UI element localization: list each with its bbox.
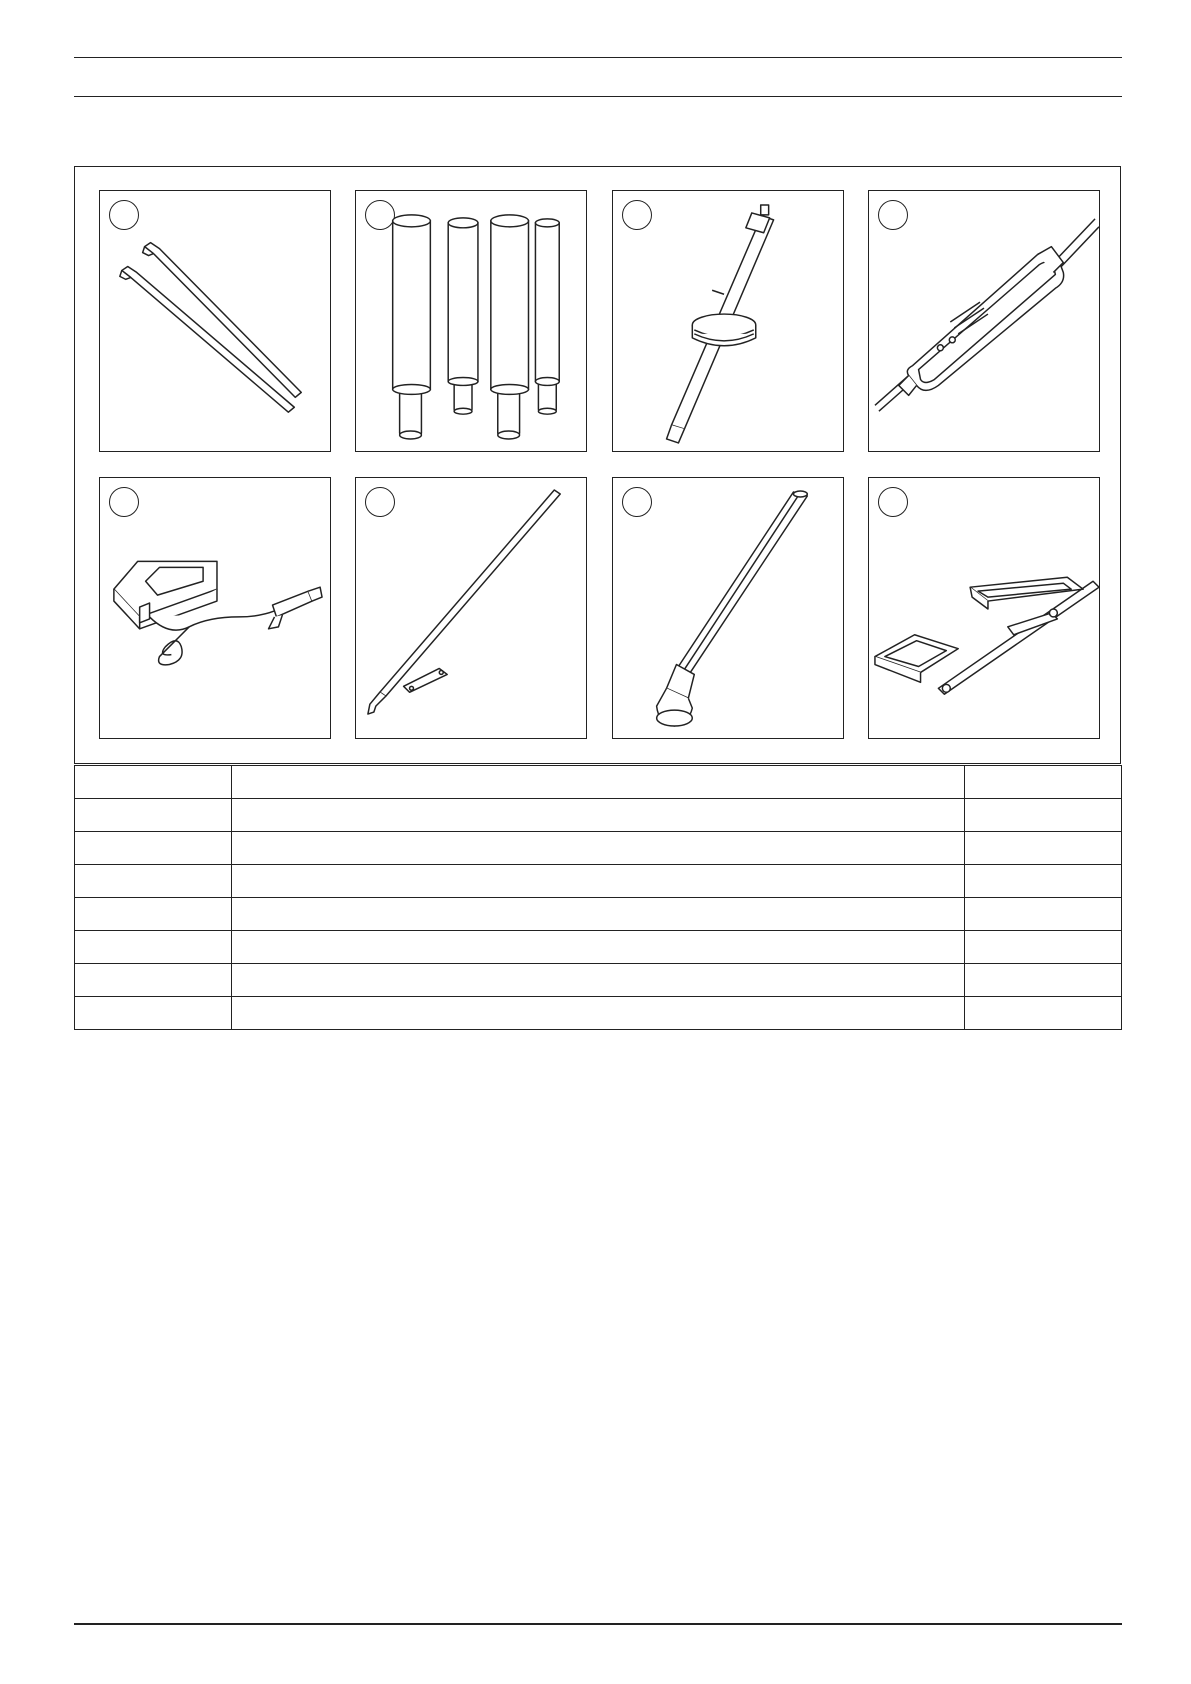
tool-tile-1 xyxy=(99,190,331,452)
table-row xyxy=(75,832,1122,865)
support-frame-icon xyxy=(869,478,1099,738)
part-number-cell xyxy=(75,997,232,1030)
tool-tile-4 xyxy=(868,190,1100,452)
part-number-cell xyxy=(75,832,232,865)
threaded-shaft-tool-icon xyxy=(613,191,843,451)
drift-punches-icon xyxy=(356,191,586,451)
clip-cable-charger-icon xyxy=(100,478,330,738)
table-row xyxy=(75,766,1122,799)
tools-figure xyxy=(74,166,1121,764)
reference-cell xyxy=(965,898,1122,931)
table-row xyxy=(75,898,1122,931)
footer-rule xyxy=(74,1623,1122,1625)
description-cell xyxy=(232,964,965,997)
part-number-cell xyxy=(75,799,232,832)
reference-cell xyxy=(965,865,1122,898)
table-row xyxy=(75,964,1122,997)
long-socket-tool-icon xyxy=(613,478,843,738)
tool-tile-3 xyxy=(612,190,844,452)
description-cell xyxy=(232,898,965,931)
reference-cell xyxy=(965,964,1122,997)
battery-charger-unit-icon xyxy=(869,191,1099,451)
reference-cell xyxy=(965,997,1122,1030)
header-rule-bottom xyxy=(74,96,1122,97)
table-row xyxy=(75,997,1122,1030)
description-cell xyxy=(232,865,965,898)
tool-tile-7 xyxy=(612,477,844,739)
hook-rod-icon xyxy=(356,478,586,738)
part-number-cell xyxy=(75,931,232,964)
tool-tile-5 xyxy=(99,477,331,739)
bent-rods-icon xyxy=(100,191,330,451)
description-cell xyxy=(232,931,965,964)
reference-cell xyxy=(965,832,1122,865)
description-cell xyxy=(232,799,965,832)
reference-cell xyxy=(965,766,1122,799)
description-cell xyxy=(232,766,965,799)
part-number-cell xyxy=(75,898,232,931)
part-number-cell xyxy=(75,865,232,898)
reference-cell xyxy=(965,931,1122,964)
description-cell xyxy=(232,997,965,1030)
header-rule-top xyxy=(74,57,1122,58)
tool-tile-8 xyxy=(868,477,1100,739)
table-row xyxy=(75,931,1122,964)
tool-tile-2 xyxy=(355,190,587,452)
header-text xyxy=(74,62,1122,92)
tool-tile-6 xyxy=(355,477,587,739)
part-number-cell xyxy=(75,766,232,799)
table-row xyxy=(75,865,1122,898)
reference-cell xyxy=(965,799,1122,832)
description-cell xyxy=(232,832,965,865)
part-number-cell xyxy=(75,964,232,997)
table-row xyxy=(75,799,1122,832)
tool-spec-table xyxy=(74,765,1122,1030)
